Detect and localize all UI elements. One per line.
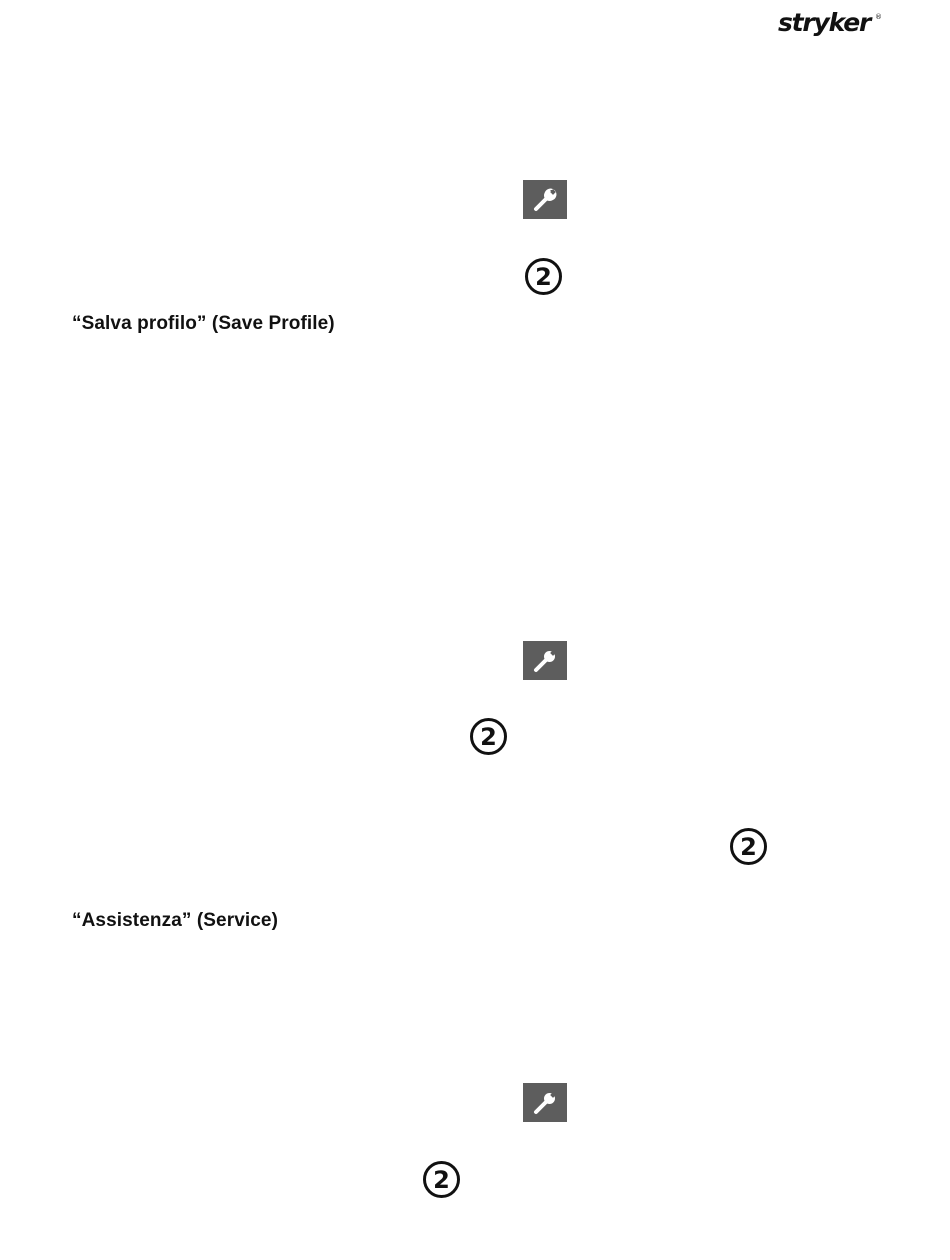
wrench-icon xyxy=(523,1083,567,1122)
step-number: 2 xyxy=(433,1165,450,1194)
step-2-callout-icon xyxy=(525,258,562,295)
step-number: 2 xyxy=(740,832,757,861)
stryker-logo xyxy=(778,8,882,38)
wrench-icon xyxy=(523,180,567,219)
section-heading-service: “Assistenza” (Service) xyxy=(72,910,279,931)
step-2-callout-icon xyxy=(470,718,507,755)
svg-text:stryker: stryker xyxy=(778,8,871,37)
wrench-icon xyxy=(523,641,567,680)
step-2-callout-icon xyxy=(730,828,767,865)
section-heading-save-profile: “Salva profilo” (Save Profile) xyxy=(72,313,335,334)
svg-text:®: ® xyxy=(875,13,882,21)
step-number: 2 xyxy=(480,722,497,751)
step-2-callout-icon xyxy=(423,1161,460,1198)
step-number: 2 xyxy=(535,262,552,291)
